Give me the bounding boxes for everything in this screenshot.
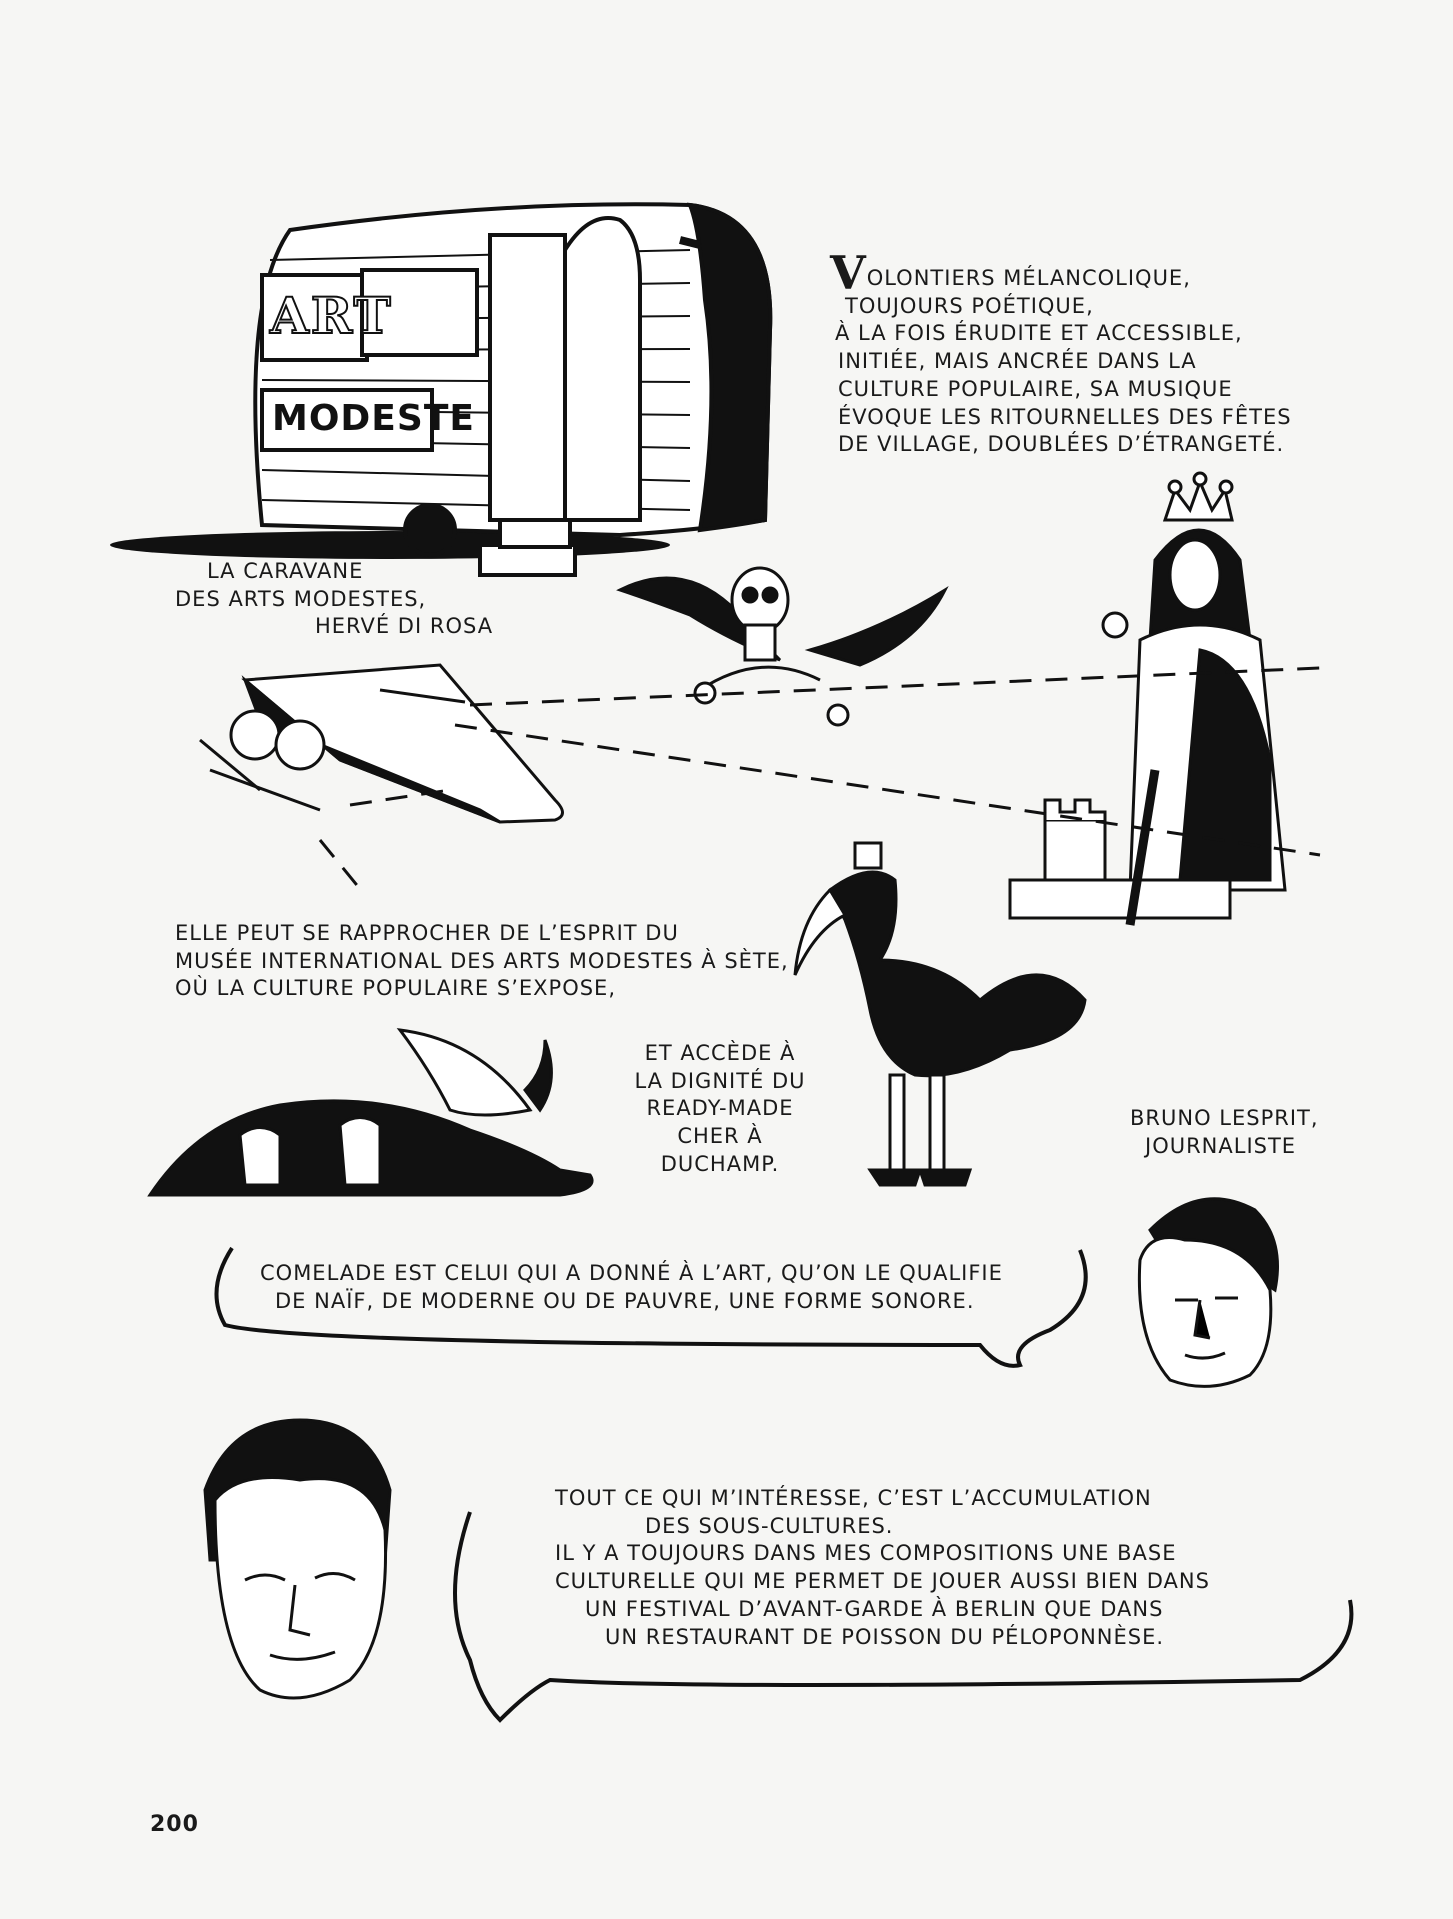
queen-statue-illustration — [1010, 473, 1285, 925]
caption-line: HERVÉ DI ROSA — [315, 614, 494, 639]
quote-line: UN RESTAURANT DE POISSON DU PÉLOPONNÈSE. — [605, 1624, 1165, 1649]
readymade-text — [620, 1040, 820, 1179]
quote-line: IL Y A TOUJOURS DANS MES COMPOSITIONS UNE BASE — [555, 1541, 1177, 1566]
journalist-quote — [260, 1260, 1060, 1315]
page-number: 200 — [150, 1812, 199, 1837]
readymade-line: ET ACCÈDE À — [644, 1041, 796, 1065]
skeleton-illustration — [620, 568, 945, 725]
intro-line: À LA FOIS ÉRUDITE ET ACCESSIBLE, — [835, 321, 1243, 346]
intro-line: DE VILLAGE, DOUBLÉES D’ÉTRANGETÉ. — [838, 432, 1285, 457]
spaceship-illustration — [200, 665, 563, 822]
readymade-line: CHER À DUCHAMP. — [660, 1124, 780, 1176]
museum-line: ELLE PEUT SE RAPPROCHER DE L’ESPRIT DU — [175, 921, 679, 945]
intro-text-block — [830, 246, 1330, 459]
quote-line: DE NAÏF, DE MODERNE OU DE PAUVRE, UNE FORME SONORE. — [275, 1288, 975, 1313]
rhino-sculpture-illustration — [150, 1030, 592, 1195]
caravan-illustration — [110, 204, 770, 575]
intro-first-line: OLONTIERS MÉLANCOLIQUE, — [866, 266, 1191, 290]
caption-line: DES ARTS MODESTES, — [175, 586, 427, 611]
journalist-role: JOURNALISTE — [1145, 1133, 1297, 1158]
intro-line: TOUJOURS POÉTIQUE, — [845, 293, 1094, 318]
quote-line: COMELADE EST CELUI QUI A DONNÉ À L’ART, QU’ON LE QUALIFIE — [260, 1261, 1003, 1285]
caravan-caption — [175, 558, 515, 641]
quote-line: CULTURELLE QUI ME PERMET DE JOUER AUSSI BIEN DANS — [555, 1569, 1210, 1594]
quote-line: UN FESTIVAL D’AVANT-GARDE À BERLIN QUE DANS — [585, 1596, 1164, 1621]
intro-line: CULTURE POPULAIRE, SA MUSIQUE — [838, 376, 1233, 401]
caravan-sign-modeste: MODESTE — [272, 398, 475, 439]
drop-cap: V — [830, 246, 867, 300]
readymade-line: READY-MADE — [646, 1096, 794, 1121]
quote-line: TOUT CE QUI M’INTÉRESSE, C’EST L’ACCUMULATION — [555, 1486, 1152, 1510]
caravan-sign-art: ART — [270, 286, 393, 345]
museum-text — [175, 920, 815, 1003]
readymade-line: LA DIGNITÉ DU — [634, 1068, 806, 1093]
museum-line: MUSÉE INTERNATIONAL DES ARTS MODESTES À SÈTE, — [175, 948, 789, 973]
journalist-name: BRUNO LESPRIT, — [1130, 1106, 1319, 1130]
quote-line: DES SOUS-CULTURES. — [645, 1513, 894, 1538]
museum-line: OÙ LA CULTURE POPULAIRE S’EXPOSE, — [175, 976, 617, 1001]
journalist-label — [1130, 1105, 1330, 1160]
intro-line: INITIÉE, MAIS ANCRÉE DANS LA — [838, 349, 1197, 374]
intro-line — [830, 246, 1330, 300]
journalist-portrait — [1139, 1199, 1277, 1387]
intro-line: ÉVOQUE LES RITOURNELLES DES FÊTES — [838, 404, 1292, 429]
comelade-portrait — [205, 1420, 390, 1698]
comelade-quote — [555, 1485, 1275, 1651]
caption-line: LA CARAVANE — [207, 559, 364, 583]
